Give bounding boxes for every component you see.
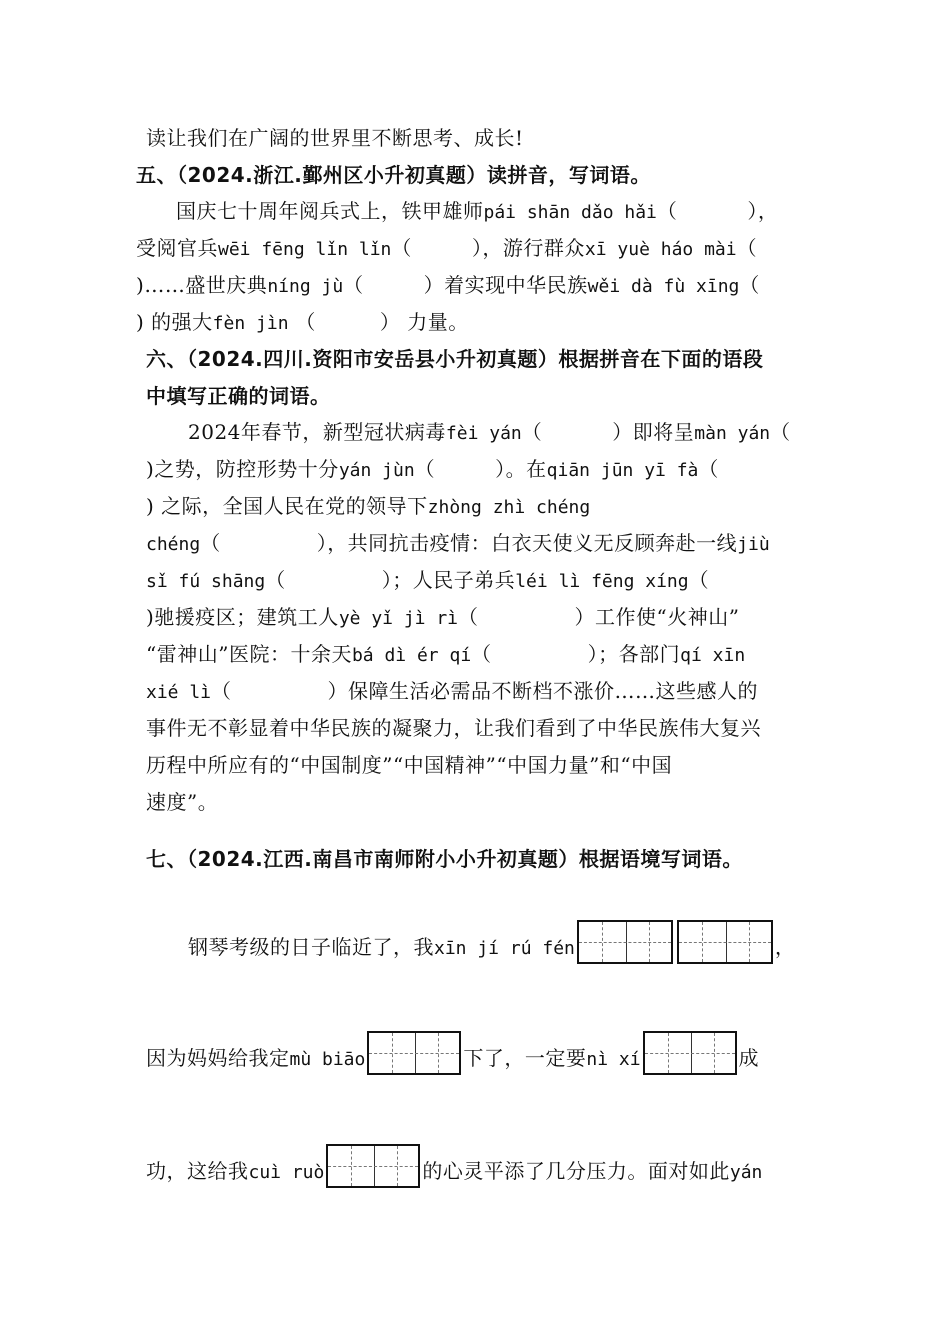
text: 2024年春节，新型冠状病毒 [188,420,446,444]
heading-text: 七、（2024.江西.南昌市南师附小小升初真题）根据语境写词语。 [146,847,743,871]
q6-line-9 [146,716,761,740]
text: 因为妈妈给我定 [146,1046,290,1070]
pinyin: fèn jìn [212,313,289,334]
pinyin: wēi fēng lǐn lǐn [218,239,392,260]
heading-text: 五、（2024.浙江.鄞州区小升初真题）读拼音，写词语。 [136,163,651,187]
intro-tail-text [146,126,524,150]
text: 钢琴考级的日子临近了，我 [188,935,434,959]
text: 之势，防控形势十分 [154,457,339,481]
pinyin: xīn jí rú fén [434,938,575,959]
pinyin: zhòng zhì chéng [427,497,591,518]
text: 功，这给我 [146,1159,249,1183]
tianzige-box[interactable] [677,920,773,964]
heading-text: 中填写正确的词语。 [146,384,331,408]
text: 着实现中华民族 [444,273,588,297]
q5-line-4: ) 的强大fèn jìn （ ） 力量。 [136,310,469,334]
text: ；人民子弟兵 [392,568,516,592]
pinyin: níng jù [267,276,344,297]
pinyin: fèi yán [445,423,522,444]
tianzige-box[interactable] [643,1031,737,1075]
text: 驰援疫区；建筑工人 [154,605,339,629]
pinyin: xī yuè háo mài [584,239,737,260]
text: ，共同抗击疫情：白衣天使义无反顾奔赴一线 [327,531,738,555]
pinyin: yán jùn [338,460,415,481]
text: 即将呈 [632,420,695,444]
text: 速度”。 [146,790,219,814]
q5-line-1: 国庆七十周年阅兵式上，铁甲雄师pái shān dǎo hǎi（ ）， [176,199,779,223]
text: 的强大 [151,310,213,334]
heading-text: 六、（2024.四川.资阳市安岳县小升初真题）根据拼音在下面的语段 [146,347,764,371]
q6-line-4: chéng（ ），共同抗击疫情：白衣天使义无反顾奔赴一线jiù [146,531,770,555]
pinyin: léi lì fēng xíng [515,571,689,592]
q6-line-5: sǐ fú shāng（ ）；人民子弟兵léi lì fēng xíng（ [146,568,710,592]
pinyin: nì xí [586,1049,641,1070]
closing-paren: ) [136,310,145,334]
tianzige-box[interactable] [326,1144,420,1188]
q5-line-2: 受阅官兵wēi fēng lǐn lǐn（ ），游行群众xī yuè háo mài（ [136,236,758,260]
pinyin: pái shān dǎo hǎi [483,202,657,223]
pinyin: bá dì ér qí [351,645,472,666]
question-5-heading [136,163,651,187]
q6-line-1: 2024年春节，新型冠状病毒fèi yán（ ）即将呈màn yán（ [188,420,791,444]
text: 国庆七十周年阅兵式上，铁甲雄师 [176,199,484,223]
pinyin: yán [729,1162,763,1183]
pinyin: màn yán [694,423,771,444]
text: 工作使“火神山” [595,605,740,629]
q6-line-10 [146,753,672,777]
q6-line-2: )之势，防控形势十分yán jùn（ ）。在qiān jūn yī fà（ [146,457,719,481]
text: 读让我们在广阔的世界里不断思考、成长! [146,126,524,150]
text: ；各部门 [598,642,681,666]
question-6-heading [146,347,763,371]
text: 历程中所应有的“中国制度”“中国精神”“中国力量”和“中国 [146,753,673,777]
pinyin: chéng [146,534,201,555]
closing-paren: ) [136,273,145,297]
question-7-heading [146,847,743,871]
text: 之际，全国人民在党的领导下 [161,494,428,518]
text: ，游行群众 [482,236,585,260]
pinyin: mù biāo [289,1049,366,1070]
q7-line-2 [146,1031,759,1075]
text: 力量。 [407,310,469,334]
text: 事件无不彰显着中华民族的凝聚力，让我们看到了中华民族伟大复兴 [146,716,761,740]
closing-paren: ) [146,457,155,481]
text: “雷神山”医院：十余天 [146,642,352,666]
tianzige-box[interactable] [367,1031,461,1075]
pinyin: yè yǐ jì rì [338,608,459,629]
text: 的心灵平添了几分压力。面对如此 [422,1159,730,1183]
text: 受阅官兵 [136,236,218,260]
closing-paren: ) [146,605,155,629]
q6-line-6: )驰援疫区；建筑工人yè yǐ jì rì（ ）工作使“火神山” [146,605,740,629]
q5-line-3: )……盛世庆典níng jù（ ）着实现中华民族wěi dà fù xīng（ [136,273,760,297]
closing-paren: ) [146,494,155,518]
q7-line-1 [188,920,795,964]
text: ， [774,935,796,959]
pinyin: qí xīn [680,645,746,666]
question-6-heading-cont [146,384,331,408]
q6-line-8: xié lì（ ）保障生活必需品不断档不涨价……这些感人的 [146,679,759,703]
pinyin: sǐ fú shāng [146,571,266,592]
pinyin: qiān jūn yī fà [546,460,699,481]
pinyin: jiù [737,534,770,555]
q7-line-3 [146,1144,762,1188]
pinyin: wěi dà fù xīng [587,276,740,297]
pinyin: xié lì [146,682,212,703]
text: 保障生活必需品不断档不涨价……这些感人的 [348,679,759,703]
text: 下了，一定要 [463,1046,587,1070]
q6-line-11 [146,790,218,814]
text: 成 [738,1046,760,1070]
text: ……盛世庆典 [144,273,268,297]
q6-line-3 [146,494,590,520]
tianzige-box[interactable] [577,920,673,964]
text: 。在 [505,457,547,481]
pinyin: cuì ruò [248,1162,325,1183]
q6-line-7: “雷神山”医院：十余天bá dì ér qí（ ）；各部门qí xīn [146,642,746,666]
